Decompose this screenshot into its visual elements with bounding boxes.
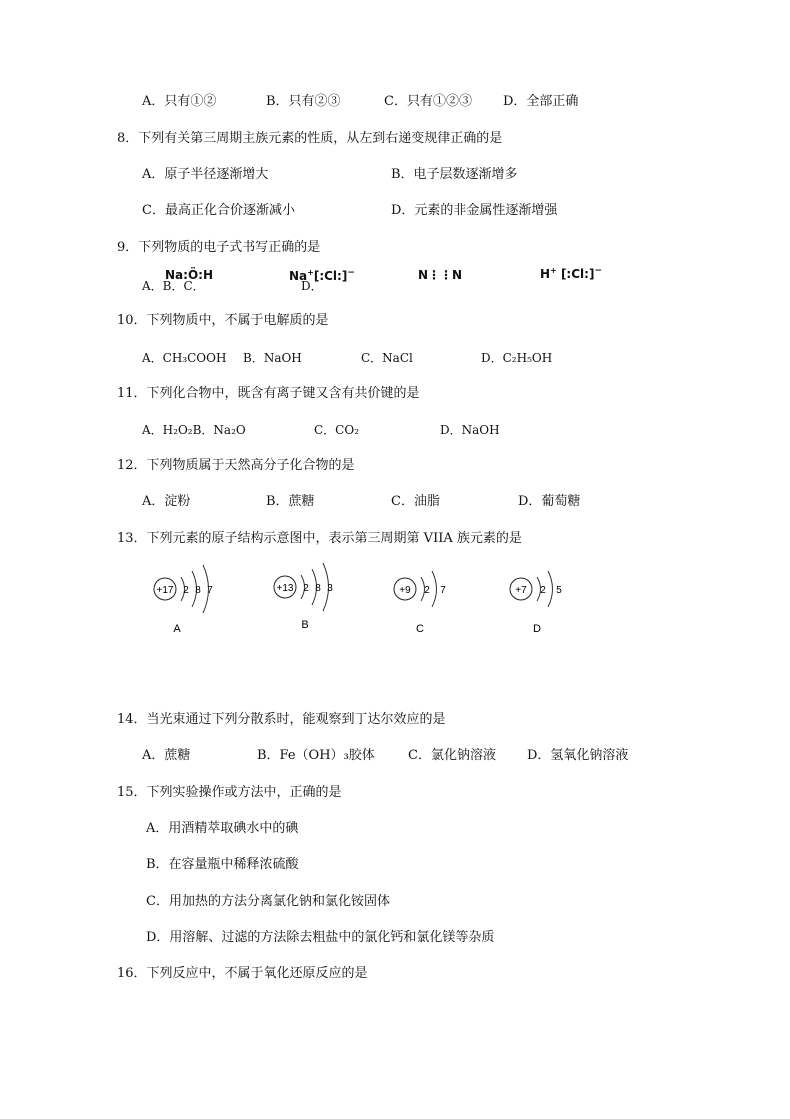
q11-option-d: D．NaOH bbox=[440, 423, 500, 437]
q12-option-b: B．蔗糖 bbox=[266, 494, 315, 509]
q15-stem: 15．下列实验操作或方法中，正确的是 bbox=[117, 785, 342, 800]
q9-formula-nacl: Na+[:Cl:]− bbox=[289, 268, 355, 283]
q15-option-a: A．用酒精萃取碘水中的碘 bbox=[146, 821, 299, 836]
q14-option-b: B．Fe（OH）₃胶体 bbox=[257, 748, 375, 763]
diagram-d bbox=[510, 571, 562, 635]
q7-option-d: D．全部正确 bbox=[503, 94, 579, 109]
diagram-c-shell-2: 7 bbox=[440, 585, 446, 596]
q14-option-c: C．氯化钠溶液 bbox=[408, 748, 496, 763]
q8-option-c: C．最高正化合价逐渐减小 bbox=[142, 203, 295, 218]
q9-formula-n2: N⋮⋮N bbox=[418, 268, 463, 282]
diagram-d-shell-2: 5 bbox=[556, 585, 562, 596]
q14-option-a: A．蔗糖 bbox=[142, 748, 191, 763]
diagram-c-shell-1: 2 bbox=[424, 585, 430, 596]
q12-option-c: C．油脂 bbox=[391, 494, 440, 509]
q8-option-a: A．原子半径逐渐增大 bbox=[142, 167, 269, 182]
q7-option-b: B．只有②③ bbox=[266, 94, 341, 109]
diagram-d-nucleus: +7 bbox=[515, 585, 527, 596]
diagram-a-shell-1: 2 bbox=[183, 585, 189, 596]
diagram-b-label: B bbox=[301, 619, 309, 631]
q7-option-c: C．只有①②③ bbox=[384, 94, 472, 109]
atomic-structure-diagrams bbox=[140, 560, 590, 640]
q8-option-b: B．电子层数逐渐增多 bbox=[391, 167, 518, 182]
q11-stem: 11．下列化合物中，既含有离子键又含有共价键的是 bbox=[117, 386, 420, 401]
q15-option-b: B．在容量瓶中稀释浓硫酸 bbox=[146, 857, 299, 872]
q15-option-d: D．用溶解、过滤的方法除去粗盐中的氯化钙和氯化镁等杂质 bbox=[146, 930, 495, 945]
q14-option-d: D．氢氧化钠溶液 bbox=[527, 748, 629, 763]
q8-option-d: D．元素的非金属性逐渐增强 bbox=[391, 203, 558, 218]
diagram-d-shell-1: 2 bbox=[540, 585, 546, 596]
q9-label-d: D． bbox=[301, 279, 323, 293]
q9-formula-naoh: Na:Ö:H bbox=[165, 268, 213, 282]
q9-formula-hcl: H+ [:Cl:]− bbox=[540, 266, 602, 281]
q14-stem: 14．当光束通过下列分散系时，能观察到丁达尔效应的是 bbox=[117, 712, 446, 727]
diagram-d-label: D bbox=[533, 623, 541, 635]
q10-option-d: D．C₂H₅OH bbox=[481, 351, 553, 365]
diagram-a-shell-3: 7 bbox=[207, 585, 213, 596]
q15-option-c: C．用加热的方法分离氯化钠和氯化铵固体 bbox=[146, 894, 390, 909]
q12-stem: 12．下列物质属于天然高分子化合物的是 bbox=[117, 458, 355, 473]
q10-option-c: C．NaCl bbox=[361, 351, 413, 365]
diagram-a-nucleus: +17 bbox=[156, 585, 174, 596]
diagram-c bbox=[394, 571, 446, 635]
diagram-a-shell-2: 8 bbox=[195, 585, 201, 596]
diagram-c-label: C bbox=[416, 623, 424, 635]
diagram-b-nucleus: +13 bbox=[276, 583, 294, 594]
q9-stem: 9．下列物质的电子式书写正确的是 bbox=[117, 240, 321, 255]
diagram-b-shell-1: 2 bbox=[303, 583, 309, 594]
diagram-c-nucleus: +9 bbox=[399, 585, 411, 596]
q9-labels-abc: A．B．C． bbox=[142, 279, 205, 293]
q11-option-ab: A．H₂O₂B．Na₂O bbox=[142, 423, 246, 437]
q10-option-b: B．NaOH bbox=[243, 351, 302, 365]
q12-option-a: A．淀粉 bbox=[142, 494, 191, 509]
q12-option-d: D．葡萄糖 bbox=[518, 494, 581, 509]
diagram-b bbox=[274, 563, 333, 631]
q13-stem: 13．下列元素的原子结构示意图中，表示第三周期第 VIIA 族元素的是 bbox=[117, 531, 522, 546]
q7-option-a: A．只有①② bbox=[142, 94, 217, 109]
q11-option-c: C．CO₂ bbox=[314, 423, 360, 437]
q8-stem: 8．下列有关第三周期主族元素的性质，从左到右递变规律正确的是 bbox=[117, 131, 503, 146]
diagram-a-label: A bbox=[173, 623, 181, 635]
diagram-b-shell-3: 3 bbox=[327, 583, 333, 594]
diagram-a bbox=[154, 565, 213, 635]
q10-option-a: A．CH₃COOH bbox=[142, 351, 227, 365]
q10-stem: 10．下列物质中，不属于电解质的是 bbox=[117, 313, 329, 328]
diagram-b-shell-2: 8 bbox=[315, 583, 321, 594]
q16-stem: 16．下列反应中，不属于氧化还原反应的是 bbox=[117, 966, 368, 981]
